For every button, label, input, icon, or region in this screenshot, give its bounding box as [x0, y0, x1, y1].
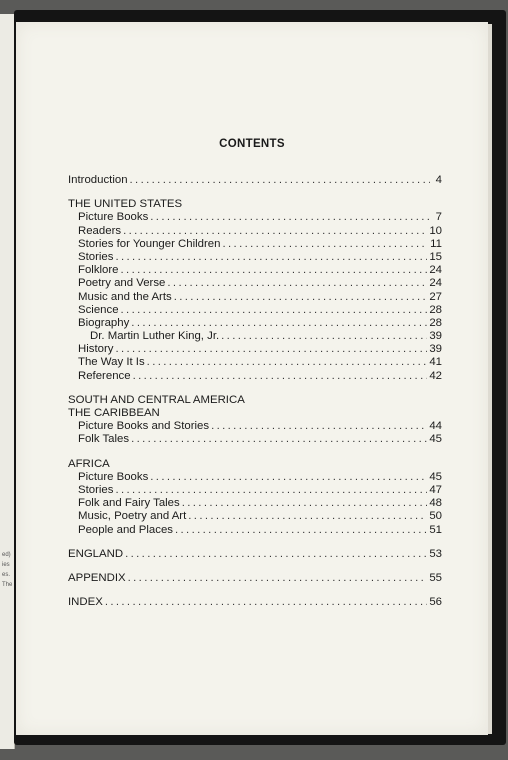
toc-entry-label: ENGLAND	[68, 547, 124, 560]
dot-leader	[128, 572, 428, 585]
toc-entry	[68, 356, 442, 369]
toc-entry	[68, 497, 442, 510]
dot-leader	[125, 548, 427, 561]
toc-page-number: 15	[429, 250, 442, 263]
dot-leader	[133, 370, 428, 383]
toc-page-number: 11	[430, 237, 442, 250]
toc-entry-label: INDEX	[68, 596, 103, 609]
toc-page-number: 50	[429, 510, 442, 523]
toc-entry-label: Folk Tales	[78, 433, 130, 446]
toc-entry	[68, 524, 442, 537]
toc-page-number: 39	[429, 343, 442, 356]
toc-page-number: 28	[429, 316, 442, 329]
dot-leader	[182, 497, 428, 510]
facing-page-fragment: ed)	[2, 552, 11, 558]
table-of-contents	[68, 174, 442, 609]
toc-page-number: 27	[429, 290, 442, 303]
toc-entry	[68, 304, 442, 317]
toc-entry-label: Introduction	[68, 174, 128, 186]
dot-leader	[121, 264, 428, 277]
dot-leader	[131, 317, 427, 330]
toc-entry	[68, 370, 442, 383]
dot-leader	[222, 238, 428, 251]
toc-entry-label: Music and the Arts	[78, 290, 172, 303]
toc-entry-label: APPENDIX	[68, 571, 126, 584]
dot-leader	[115, 484, 427, 497]
toc-page-number: 24	[429, 264, 442, 277]
dot-leader	[115, 251, 427, 264]
contents-page	[16, 22, 488, 735]
toc-page-number: 45	[429, 433, 442, 446]
toc-page-number: 28	[429, 303, 442, 316]
toc-entry-label: Picture Books	[78, 470, 149, 483]
dot-leader	[121, 304, 428, 317]
toc-page-number: 53	[429, 547, 442, 560]
toc-entry-label: Stories	[78, 483, 114, 496]
toc-page-number: 51	[429, 523, 442, 536]
toc-entry	[68, 225, 442, 238]
toc-page-number: 44	[429, 420, 442, 433]
dot-leader	[167, 277, 427, 290]
toc-entry-label: Biography	[78, 316, 130, 329]
page-stack-edge	[488, 24, 492, 734]
toc-entry	[68, 343, 442, 356]
toc-entry-label: Readers	[78, 224, 122, 237]
dot-leader	[130, 174, 430, 187]
toc-entry	[68, 510, 442, 523]
toc-entry	[68, 433, 442, 446]
toc-page-number: 24	[429, 277, 442, 290]
toc-page-number: 48	[429, 497, 442, 510]
toc-page-number: 4	[435, 174, 442, 186]
toc-page-number: 7	[435, 211, 442, 224]
dot-leader	[115, 343, 427, 356]
toc-entry	[68, 330, 442, 343]
toc-entry	[68, 596, 442, 609]
toc-page-number: 55	[429, 571, 442, 584]
dot-leader	[175, 524, 427, 537]
dot-leader	[123, 225, 427, 238]
page-title: CONTENTS	[219, 138, 285, 150]
toc-entry	[68, 291, 442, 304]
toc-entry	[68, 420, 442, 433]
toc-entry-label: Science	[78, 303, 119, 316]
toc-page-number: 56	[429, 596, 442, 609]
toc-entry	[68, 277, 442, 290]
dot-leader	[174, 291, 428, 304]
toc-entry	[68, 317, 442, 330]
toc-page-number: 42	[429, 369, 442, 382]
toc-entry	[68, 572, 442, 585]
toc-entry-label: Picture Books	[78, 211, 149, 224]
toc-entry-label: History	[78, 343, 114, 356]
toc-entry	[68, 484, 442, 497]
toc-entry-label: Poetry and Verse	[78, 277, 166, 290]
toc-page-number: 45	[429, 470, 442, 483]
toc-entry-label: Dr. Martin Luther King, Jr.	[90, 330, 220, 343]
toc-entry	[68, 264, 442, 277]
toc-entry	[68, 548, 442, 561]
toc-entry-label: People and Places	[78, 523, 173, 536]
dot-leader	[131, 433, 427, 446]
toc-entry-label: Stories for Younger Children	[78, 237, 221, 250]
toc-entry	[68, 471, 442, 484]
section-heading: AFRICA	[68, 457, 110, 470]
toc-entry-label: Folk and Fairy Tales	[78, 497, 180, 510]
dot-leader	[147, 356, 428, 369]
dot-leader	[188, 510, 427, 523]
dot-leader	[150, 471, 427, 484]
toc-entry-label: Music, Poetry and Art	[78, 510, 187, 523]
facing-page-fragment: es.	[2, 572, 11, 578]
toc-entry-label: Stories	[78, 250, 114, 263]
toc-entry-label: Picture Books and Stories	[78, 420, 210, 433]
toc-page-number: 47	[429, 483, 442, 496]
dot-leader	[211, 420, 427, 433]
toc-entry	[68, 251, 442, 264]
dot-leader	[221, 330, 427, 343]
facing-page-fragment: ies	[2, 562, 10, 568]
toc-entry-label: The Way It Is	[78, 356, 145, 369]
facing-page-edge	[0, 14, 15, 749]
dot-leader	[105, 596, 428, 609]
toc-page-number: 39	[429, 330, 442, 343]
toc-page-number: 10	[429, 224, 442, 237]
section-subheading: THE CARIBBEAN	[68, 407, 160, 419]
toc-entry-label: Reference	[78, 369, 131, 382]
toc-entry	[68, 174, 442, 187]
section-heading: THE UNITED STATES	[68, 198, 183, 211]
dot-leader	[150, 211, 430, 224]
toc-entry	[68, 211, 442, 224]
toc-page-number: 41	[429, 356, 442, 369]
section-heading: SOUTH AND CENTRAL AMERICA	[68, 393, 245, 406]
toc-entry	[68, 238, 442, 251]
facing-page-fragment: The	[2, 582, 13, 588]
toc-entry-label: Folklore	[78, 264, 119, 277]
